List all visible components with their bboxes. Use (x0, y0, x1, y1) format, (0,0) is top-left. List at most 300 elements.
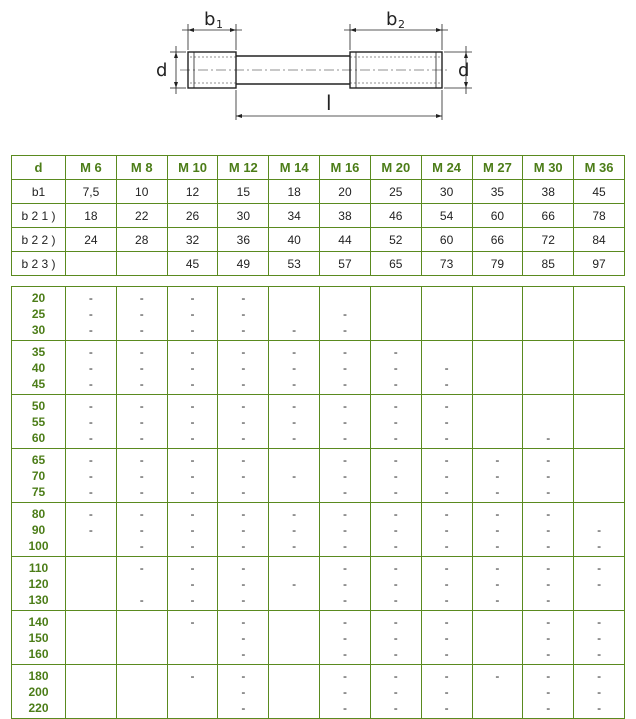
availability-cell (320, 503, 371, 557)
availability-mark (574, 376, 624, 392)
dimension-cell: 22 (116, 204, 167, 228)
availability-mark (523, 414, 573, 430)
availability-mark: - (495, 577, 500, 591)
availability-cell (66, 665, 117, 719)
availability-mark (422, 344, 472, 360)
availability-mark: - (546, 615, 551, 629)
availability-mark: - (444, 431, 449, 445)
availability-cell (320, 449, 371, 503)
dimension-cell: 73 (421, 252, 472, 276)
availability-mark (473, 614, 523, 630)
availability-mark: - (292, 539, 297, 553)
availability-mark: - (342, 523, 347, 537)
length-label: 75 (31, 485, 46, 499)
availability-mark: - (241, 323, 246, 337)
availability-mark: - (190, 307, 195, 321)
availability-mark: - (88, 523, 93, 537)
availability-mark (574, 360, 624, 376)
length-group-row (12, 611, 625, 665)
availability-cell (421, 611, 472, 665)
availability-mark (523, 360, 573, 376)
availability-cell (523, 611, 574, 665)
availability-mark: - (342, 361, 347, 375)
availability-cell (370, 395, 421, 449)
availability-mark: - (241, 615, 246, 629)
availability-mark: - (342, 345, 347, 359)
availability-mark: - (546, 647, 551, 661)
length-labels (12, 503, 66, 557)
availability-mark (168, 684, 218, 700)
availability-mark: - (139, 539, 144, 553)
availability-mark: - (342, 323, 347, 337)
availability-mark: - (597, 561, 602, 575)
availability-mark: - (241, 631, 246, 645)
availability-cell (66, 611, 117, 665)
availability-mark (66, 684, 116, 700)
availability-mark: - (393, 453, 398, 467)
length-labels (12, 395, 66, 449)
dimension-table (11, 155, 625, 276)
availability-mark: - (546, 469, 551, 483)
dimension-cell: 60 (421, 228, 472, 252)
b1-label: b (204, 9, 216, 30)
availability-mark: - (546, 685, 551, 699)
availability-mark (269, 646, 319, 662)
availability-mark (574, 398, 624, 414)
length-label: 80 (31, 507, 46, 521)
availability-cell (574, 557, 625, 611)
dimension-cell: 18 (269, 180, 320, 204)
dimension-row (12, 252, 625, 276)
availability-mark: - (88, 431, 93, 445)
length-label: 25 (31, 307, 46, 321)
length-group-row (12, 665, 625, 719)
availability-mark (117, 668, 167, 684)
availability-mark: - (342, 431, 347, 445)
availability-mark (473, 630, 523, 646)
dimension-cell: 26 (167, 204, 218, 228)
availability-mark: - (139, 593, 144, 607)
availability-mark: - (393, 415, 398, 429)
availability-mark: - (241, 485, 246, 499)
header-size: M 8 (116, 156, 167, 180)
availability-mark: - (190, 615, 195, 629)
availability-mark (574, 306, 624, 322)
availability-mark: - (342, 593, 347, 607)
availability-mark: - (546, 453, 551, 467)
availability-mark: - (597, 685, 602, 699)
header-size: M 10 (167, 156, 218, 180)
availability-mark: - (292, 399, 297, 413)
availability-mark: - (88, 415, 93, 429)
availability-mark: - (241, 647, 246, 661)
availability-mark: - (190, 577, 195, 591)
availability-mark (523, 398, 573, 414)
availability-cell (269, 395, 320, 449)
length-labels (12, 611, 66, 665)
availability-mark: - (393, 485, 398, 499)
availability-cell (421, 557, 472, 611)
availability-mark: - (88, 469, 93, 483)
availability-mark: - (444, 701, 449, 715)
availability-mark: - (139, 291, 144, 305)
availability-cell (472, 665, 523, 719)
length-label: 180 (28, 669, 49, 683)
dimension-cell: 65 (370, 252, 421, 276)
header-size: M 14 (269, 156, 320, 180)
availability-mark: - (393, 593, 398, 607)
availability-cell (218, 557, 269, 611)
availability-mark (473, 646, 523, 662)
length-label: 65 (31, 453, 46, 467)
availability-mark: - (88, 307, 93, 321)
availability-mark (574, 344, 624, 360)
availability-mark: - (139, 377, 144, 391)
availability-mark: - (546, 631, 551, 645)
dimension-row (12, 180, 625, 204)
availability-mark (523, 322, 573, 338)
availability-mark: - (241, 291, 246, 305)
availability-mark: - (190, 291, 195, 305)
availability-mark: - (444, 539, 449, 553)
availability-cell (269, 287, 320, 341)
availability-mark: - (241, 669, 246, 683)
length-labels (12, 449, 66, 503)
length-label: 50 (31, 399, 46, 413)
availability-cell (116, 287, 167, 341)
availability-mark: - (342, 647, 347, 661)
availability-cell (218, 665, 269, 719)
availability-mark: - (139, 361, 144, 375)
availability-mark: - (444, 561, 449, 575)
availability-cell (269, 449, 320, 503)
availability-mark (269, 484, 319, 500)
header-size: M 6 (66, 156, 117, 180)
availability-cell (320, 395, 371, 449)
length-labels (12, 287, 66, 341)
availability-mark: - (546, 507, 551, 521)
availability-mark: - (546, 593, 551, 607)
header-d: d (12, 156, 66, 180)
availability-mark: - (342, 615, 347, 629)
availability-mark (473, 290, 523, 306)
availability-cell (218, 503, 269, 557)
availability-mark (269, 700, 319, 716)
dimension-cell (116, 252, 167, 276)
length-label: 220 (28, 701, 49, 715)
availability-cell (269, 341, 320, 395)
length-labels (12, 665, 66, 719)
availability-cell (574, 503, 625, 557)
availability-mark (473, 322, 523, 338)
availability-mark (371, 306, 421, 322)
dimension-row-label: b1 (12, 180, 66, 204)
dimension-cell: 38 (320, 204, 371, 228)
length-labels (12, 341, 66, 395)
availability-mark: - (292, 323, 297, 337)
availability-cell (320, 557, 371, 611)
length-group-row (12, 395, 625, 449)
length-label: 120 (28, 577, 49, 591)
availability-mark: - (139, 523, 144, 537)
availability-mark (117, 614, 167, 630)
availability-mark: - (342, 469, 347, 483)
availability-mark: - (444, 577, 449, 591)
dimension-cell: 28 (116, 228, 167, 252)
availability-cell (574, 395, 625, 449)
availability-mark: - (241, 377, 246, 391)
dimension-row-label: b 2 1 ) (12, 204, 66, 228)
availability-mark: - (342, 415, 347, 429)
dimension-cell: 25 (370, 180, 421, 204)
availability-cell (472, 341, 523, 395)
availability-cell (167, 665, 218, 719)
length-label: 55 (31, 415, 46, 429)
availability-mark: - (597, 701, 602, 715)
availability-mark: - (597, 615, 602, 629)
availability-mark: - (241, 593, 246, 607)
length-label: 160 (28, 647, 49, 661)
length-label: 45 (31, 377, 46, 391)
length-label: 140 (28, 615, 49, 629)
availability-cell (269, 611, 320, 665)
availability-mark: - (139, 345, 144, 359)
availability-mark: - (444, 631, 449, 645)
dimension-cell: 38 (523, 180, 574, 204)
availability-mark: - (393, 345, 398, 359)
availability-mark: - (190, 377, 195, 391)
availability-mark (66, 646, 116, 662)
availability-mark (117, 630, 167, 646)
availability-mark: - (393, 361, 398, 375)
availability-mark (371, 322, 421, 338)
availability-cell (574, 287, 625, 341)
length-label: 70 (31, 469, 46, 483)
header-size: M 20 (370, 156, 421, 180)
availability-mark: - (444, 615, 449, 629)
availability-mark (168, 700, 218, 716)
availability-cell (218, 611, 269, 665)
availability-mark: - (190, 485, 195, 499)
dimension-row (12, 204, 625, 228)
availability-cell (167, 341, 218, 395)
dimension-cell: 84 (574, 228, 625, 252)
availability-cell (370, 557, 421, 611)
availability-mark (66, 700, 116, 716)
availability-mark: - (190, 399, 195, 413)
dimension-cell: 34 (269, 204, 320, 228)
availability-mark: - (139, 431, 144, 445)
availability-mark: - (342, 685, 347, 699)
availability-cell (320, 665, 371, 719)
availability-mark (269, 684, 319, 700)
availability-mark: - (292, 345, 297, 359)
availability-mark: - (241, 701, 246, 715)
availability-mark: - (342, 669, 347, 683)
availability-cell (116, 341, 167, 395)
availability-cell (167, 395, 218, 449)
availability-cell (370, 449, 421, 503)
availability-cell (472, 557, 523, 611)
d-right-label: d (458, 60, 470, 81)
availability-cell (421, 503, 472, 557)
availability-mark: - (393, 469, 398, 483)
availability-mark (473, 306, 523, 322)
availability-mark: - (292, 431, 297, 445)
availability-mark (574, 484, 624, 500)
dimension-row-label: b 2 2 ) (12, 228, 66, 252)
availability-mark: - (597, 577, 602, 591)
header-size: M 36 (574, 156, 625, 180)
dimension-header-row (12, 156, 625, 180)
availability-cell (370, 503, 421, 557)
header-size: M 27 (472, 156, 523, 180)
availability-mark: - (139, 415, 144, 429)
availability-cell (472, 611, 523, 665)
availability-mark: - (444, 593, 449, 607)
availability-mark (269, 452, 319, 468)
availability-mark: - (444, 507, 449, 521)
availability-mark (473, 700, 523, 716)
availability-cell (523, 341, 574, 395)
dimension-cell: 46 (370, 204, 421, 228)
availability-mark (422, 322, 472, 338)
dimension-cell: 7,5 (66, 180, 117, 204)
availability-mark (117, 576, 167, 592)
availability-cell (523, 449, 574, 503)
availability-mark: - (444, 377, 449, 391)
availability-mark: - (241, 307, 246, 321)
availability-mark: - (190, 469, 195, 483)
availability-mark: - (88, 485, 93, 499)
length-labels (12, 557, 66, 611)
b2-label: b (386, 9, 398, 30)
dimension-cell: 30 (421, 180, 472, 204)
availability-mark: - (546, 431, 551, 445)
availability-mark (574, 506, 624, 522)
availability-mark: - (190, 507, 195, 521)
dimension-cell: 44 (320, 228, 371, 252)
availability-mark (574, 430, 624, 446)
availability-mark: - (292, 523, 297, 537)
availability-cell (574, 611, 625, 665)
length-group-row (12, 287, 625, 341)
dimension-cell: 49 (218, 252, 269, 276)
availability-mark: - (393, 669, 398, 683)
availability-mark (269, 592, 319, 608)
availability-cell (421, 395, 472, 449)
availability-mark: - (342, 453, 347, 467)
availability-cell (523, 503, 574, 557)
dimension-cell: 45 (574, 180, 625, 204)
availability-cell (218, 395, 269, 449)
length-group-row (12, 449, 625, 503)
dimension-cell: 57 (320, 252, 371, 276)
availability-mark: - (88, 399, 93, 413)
availability-cell (167, 287, 218, 341)
length-group-row (12, 341, 625, 395)
availability-mark: - (241, 523, 246, 537)
availability-mark: - (495, 669, 500, 683)
availability-mark: - (393, 561, 398, 575)
availability-mark: - (342, 399, 347, 413)
availability-mark: - (444, 361, 449, 375)
availability-mark: - (241, 361, 246, 375)
availability-mark (523, 290, 573, 306)
availability-mark (66, 614, 116, 630)
availability-cell (574, 665, 625, 719)
length-group-row (12, 503, 625, 557)
availability-mark: - (241, 561, 246, 575)
availability-mark: - (444, 685, 449, 699)
availability-cell (421, 341, 472, 395)
availability-mark: - (190, 593, 195, 607)
availability-mark (574, 452, 624, 468)
availability-mark: - (342, 701, 347, 715)
availability-mark: - (88, 377, 93, 391)
availability-mark: - (546, 485, 551, 499)
dimension-cell: 10 (116, 180, 167, 204)
availability-mark (523, 306, 573, 322)
dimension-row-label: b 2 3 ) (12, 252, 66, 276)
dimension-cell: 66 (523, 204, 574, 228)
availability-mark: - (393, 399, 398, 413)
availability-mark (574, 592, 624, 608)
availability-mark: - (190, 453, 195, 467)
availability-mark: - (495, 523, 500, 537)
availability-mark: - (342, 485, 347, 499)
availability-cell (167, 611, 218, 665)
availability-mark: - (190, 539, 195, 553)
availability-mark (574, 414, 624, 430)
dimension-row (12, 228, 625, 252)
availability-mark (574, 468, 624, 484)
availability-cell (574, 449, 625, 503)
availability-cell (66, 287, 117, 341)
availability-cell (116, 395, 167, 449)
l-label: l (326, 91, 332, 115)
availability-mark: - (241, 431, 246, 445)
availability-mark (523, 344, 573, 360)
length-label: 60 (31, 431, 46, 445)
d-left-label: d (156, 60, 168, 81)
availability-mark: - (495, 453, 500, 467)
dimension-cell: 15 (218, 180, 269, 204)
availability-mark: - (292, 469, 297, 483)
dimension-cell: 53 (269, 252, 320, 276)
availability-mark: - (495, 539, 500, 553)
availability-mark: - (495, 561, 500, 575)
availability-mark: - (495, 485, 500, 499)
dimension-cell: 30 (218, 204, 269, 228)
availability-mark: - (88, 323, 93, 337)
availability-mark: - (393, 377, 398, 391)
availability-cell (421, 665, 472, 719)
availability-mark: - (139, 507, 144, 521)
availability-mark: - (139, 399, 144, 413)
dimension-cell: 40 (269, 228, 320, 252)
availability-mark (117, 646, 167, 662)
availability-mark: - (241, 685, 246, 699)
header-size: M 30 (523, 156, 574, 180)
availability-cell (370, 341, 421, 395)
dimension-cell: 72 (523, 228, 574, 252)
availability-mark: - (495, 469, 500, 483)
availability-cell (218, 287, 269, 341)
availability-mark (320, 290, 370, 306)
availability-mark: - (241, 539, 246, 553)
availability-mark (66, 538, 116, 554)
